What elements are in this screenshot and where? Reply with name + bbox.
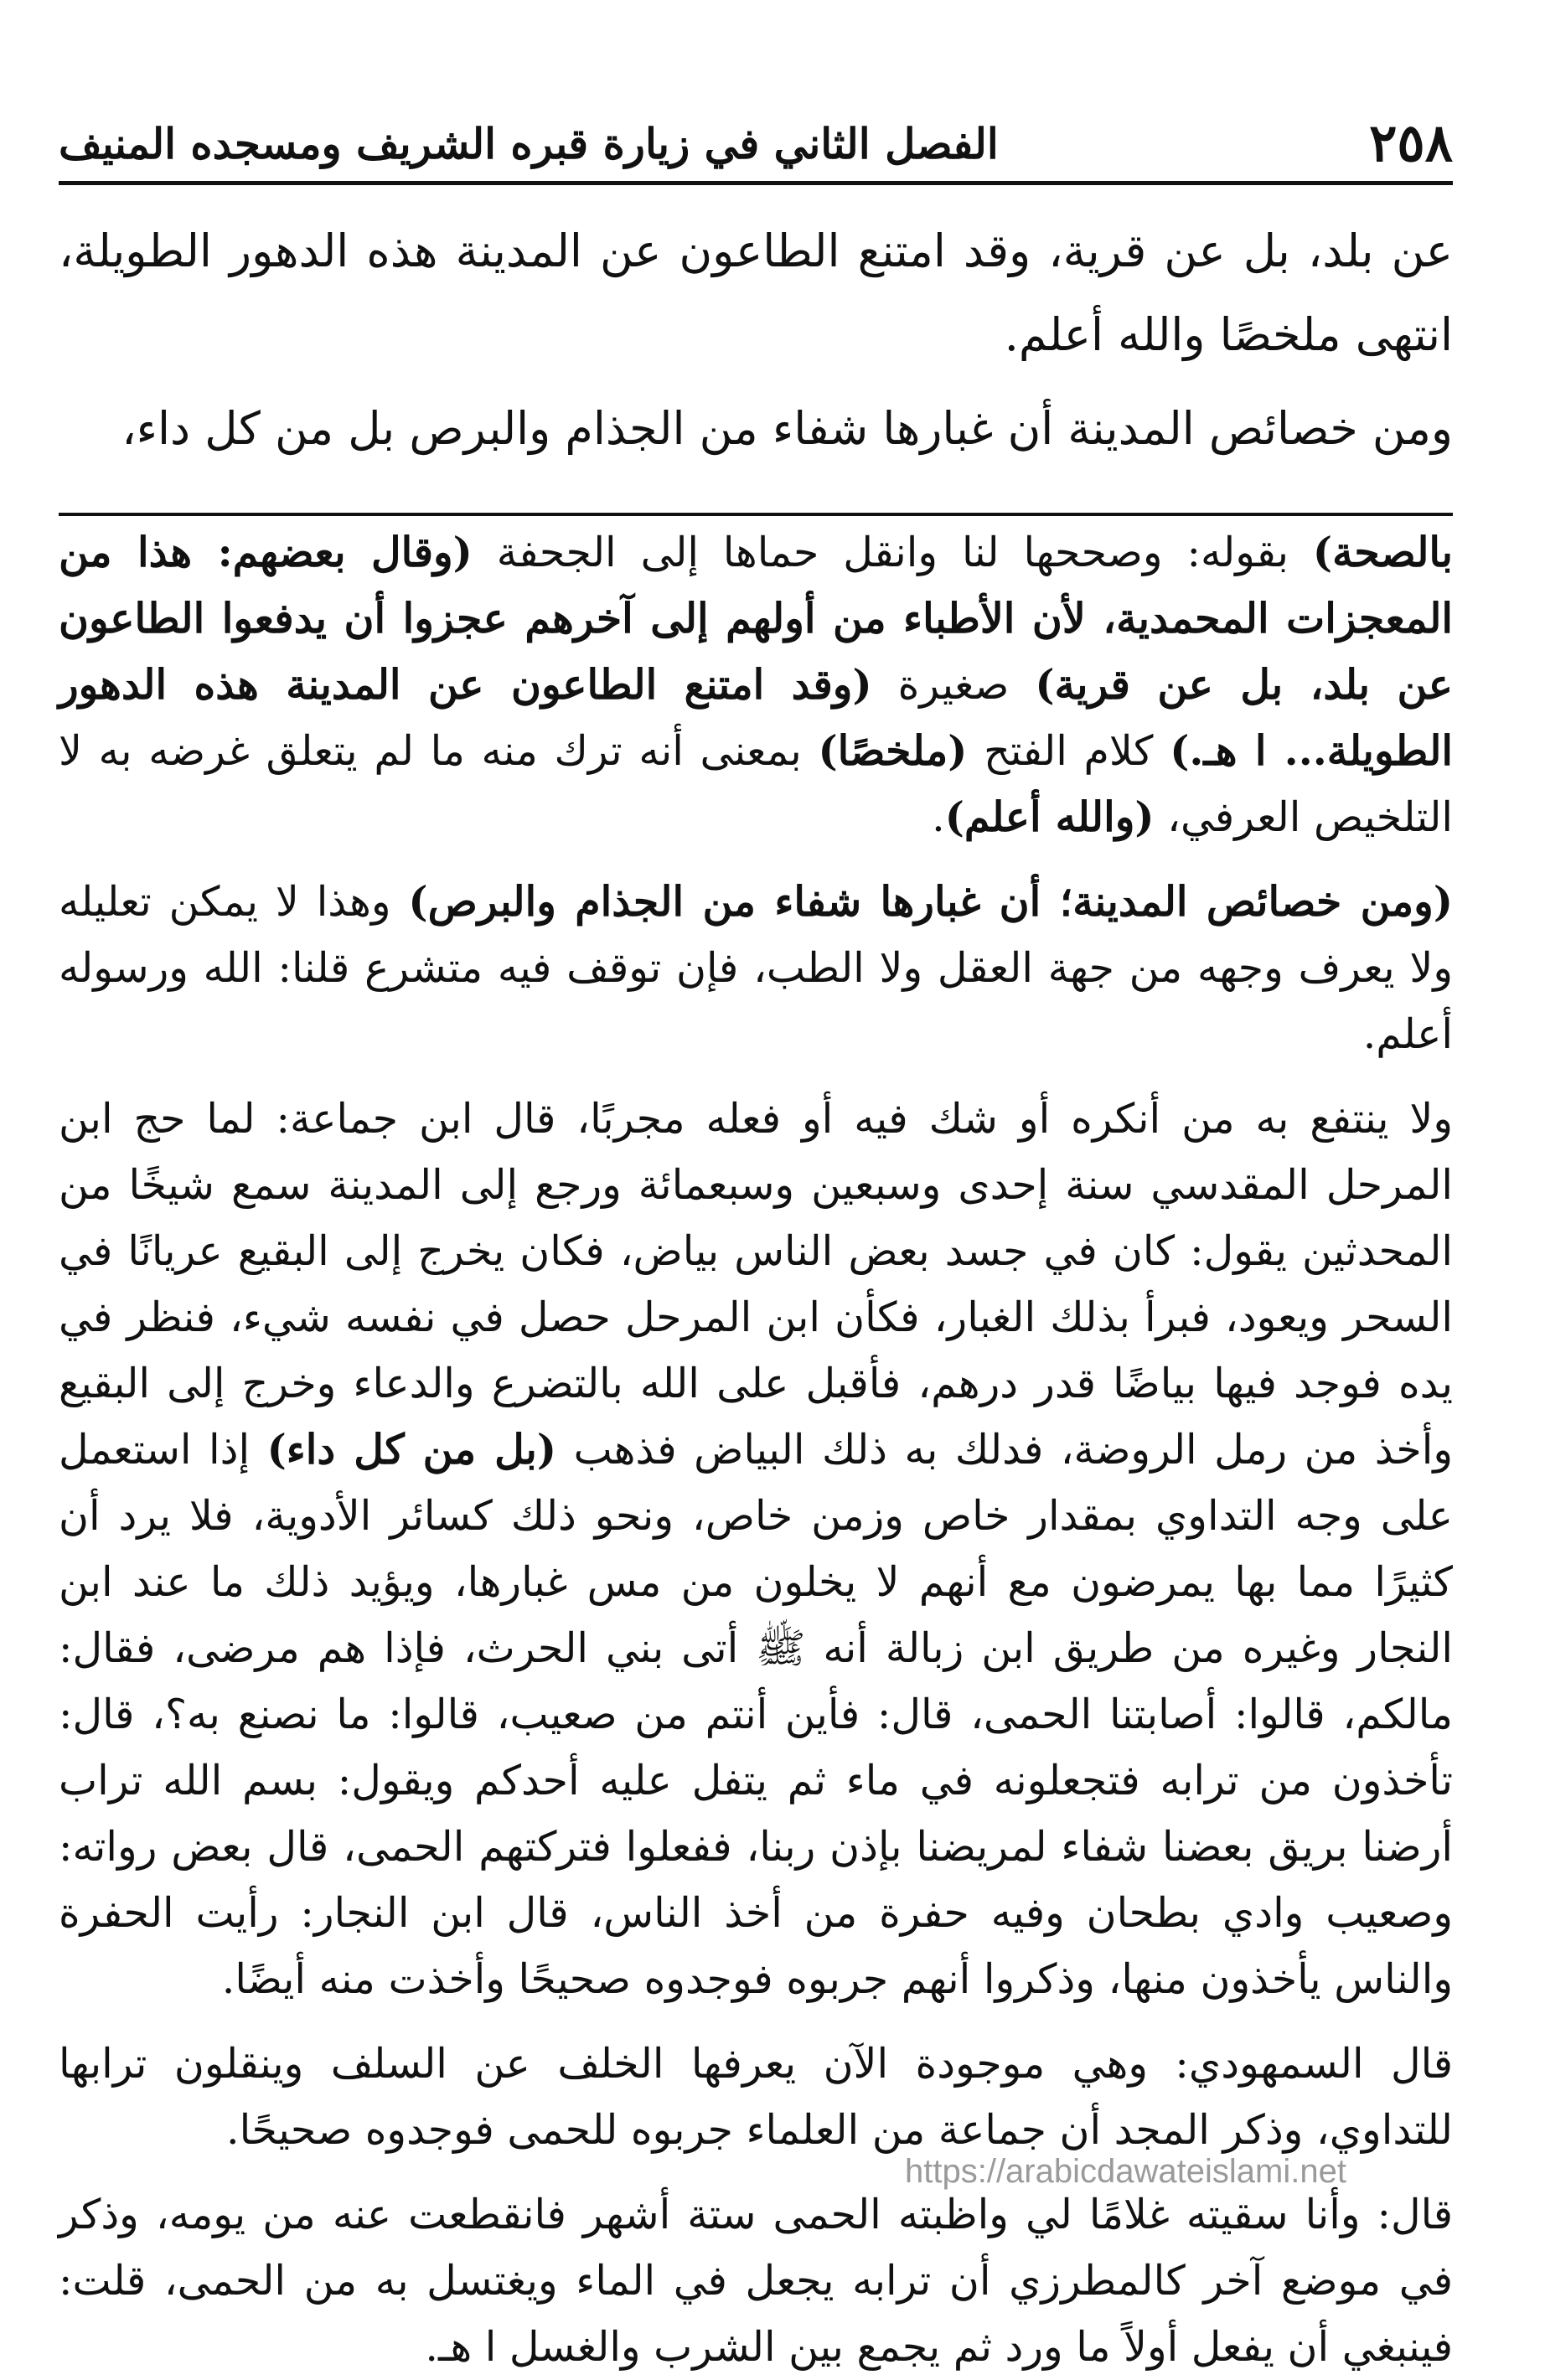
main-paragraph-2: ومن خصائص المدينة أن غبارها شفاء من الجذام والبرص بل من كل داء، bbox=[121, 402, 1453, 455]
commentary-text bbox=[59, 519, 1453, 2380]
watermark-url: https://arabicdawateislami.net bbox=[905, 2153, 1346, 2190]
commentary-text-run: ولا ينتفع به من أنكره أو شك فيه أو فعله مجربًا، قال ابن جماعة: لما حج ابن المرحل المقدسي سنة إحدى وسبعين وسبعمائة ورجع إلى المدينة سمع شيخًا من المحدثين يقول: كان في جسد بعض الناس بياض، فكان يخرج إلى البقيع عريانًا في السحر ويعود، فبرأ بذلك الغبار، فكأن ابن المرحل حصل في نفسه شيء، فنظر في يده فوجد فيها بياضًا قدر درهم، فأقبل على الله بالتضرع والدعاء وخرج إلى البقيع وأخذ من رمل الروضة، فدلك به ذلك البياض فذهب bbox=[59, 1095, 1453, 1474]
page-number: ٢٥٨ bbox=[1369, 112, 1453, 173]
commentary-paragraph-1 bbox=[59, 519, 1453, 850]
commentary-text-run: كلام الفتح bbox=[967, 727, 1170, 775]
chapter-title: الفصل الثاني في زيارة قبره الشريف ومسجده المنيف bbox=[59, 119, 999, 168]
quoted-phrase: (والله أعلم) bbox=[944, 792, 1155, 841]
running-header bbox=[59, 109, 1453, 185]
main-text bbox=[59, 209, 1453, 471]
commentary-paragraph-4: قال السمهودي: وهي موجودة الآن يعرفها الخلف عن السلف وينقلون ترابها للتداوي، وذكر المجد أن جماعة من العلماء جربوه للحمى فوجدوه صحيحًا. bbox=[59, 2040, 1453, 2154]
commentary-text-run: بمعنى أنه ترك منه ما لم يتعلق غرضه به لا التلخيص العرفي، bbox=[59, 727, 1453, 841]
separator-rule bbox=[59, 513, 1453, 516]
quoted-phrase: (ومن خصائص المدينة؛ أن غبارها شفاء من الجذام والبرص) bbox=[408, 877, 1454, 926]
commentary-paragraph-3 bbox=[59, 1086, 1453, 2012]
commentary-text-run: صغيرة bbox=[871, 661, 1036, 709]
commentary-text-run: وهذا لا يمكن تعليله ولا يعرف وجهه من جهة العقل ولا الطب، فإن توقف فيه متشرع قلنا: الله ورسوله أعلم. bbox=[59, 878, 1453, 1058]
commentary-text-run: إذا استعمل على وجه التداوي بمقدار خاص وزمن خاص، ونحو ذلك كسائر الأدوية، فلا يرد أن كثيرًا مما بها يمرضون مع أنهم لا يخلون من مس غبارها، ويؤيد ذلك ما عند ابن النجار وغيره من طريق ابن زبالة أنه ﷺ أتى بني الحرث، فإذا هم مرضى، فقال: مالكم، قالوا: أصابتنا الحمى، قال: فأين أنتم من صعيب، قالوا: ما نصنع به؟، قال: تأخذون من ترابه فتجعلونه في ماء ثم يتفل عليه أحدكم ويقول: بسم الله تراب أرضنا بريق بعضنا شفاء لمريضنا بإذن ربنا، ففعلوا فتركتهم الحمى، قال بعض رواته: وصعيب وادي بطحان وفيه حفرة من أخذ الناس، قال ابن النجار: رأيت الحفرة والناس يأخذون منها، وذكروا أنهم جربوه فوجدوه صحيحًا وأخذت منه أيضًا. bbox=[59, 1426, 1453, 2003]
commentary-text-run: بقوله: وصححها لنا وانقل حماها إلى الجحفة bbox=[472, 529, 1313, 576]
quoted-phrase: (بل من كل داء) bbox=[266, 1425, 557, 1474]
quoted-phrase: (وقد امتنع الطاعون عن المدينة هذه الدهور الطويلة... ا هـ.) bbox=[59, 660, 1453, 775]
commentary-paragraph-5: قال: وأنا سقيته غلامًا لي واظبته الحمى ستة أشهر فانقطعت عنه من يومه، وذكر في موضع آخر كالمطرزي أن ترابه يجعل في الماء ويغتسل به من الحمى، قلت: فينبغي أن يفعل أولاً ما ورد ثم يجمع بين الشرب والغسل ا هـ. bbox=[59, 2191, 1453, 2371]
quoted-phrase: (ملخصًا) bbox=[818, 726, 968, 775]
commentary-text-run: . bbox=[932, 793, 945, 841]
commentary-paragraph-2 bbox=[59, 869, 1453, 1067]
quoted-phrase: (وقال بعضهم: هذا من المعجزات المحمدية، لأن الأطباء من أولهم إلى آخرهم عجزوا أن يدفعوا الطاعون عن بلد، بل عن قرية) bbox=[59, 528, 1453, 709]
quoted-phrase: بالصحة) bbox=[1312, 528, 1453, 576]
main-paragraph-1: عن بلد، بل عن قرية، وقد امتنع الطاعون عن المدينة هذه الدهور الطويلة، انتهى ملخصًا والله أعلم. bbox=[59, 225, 1453, 361]
